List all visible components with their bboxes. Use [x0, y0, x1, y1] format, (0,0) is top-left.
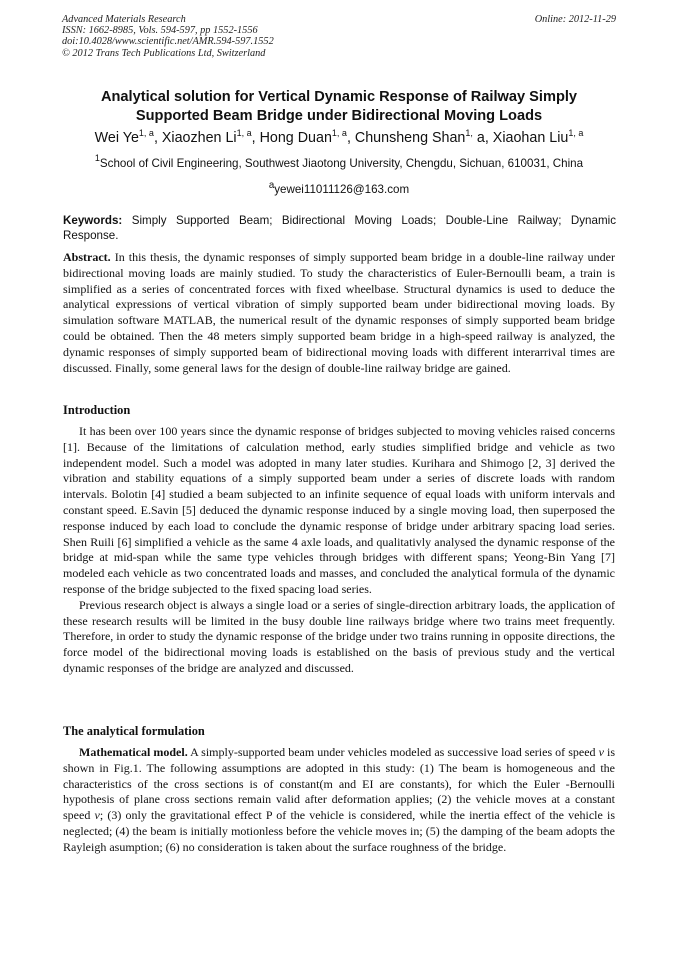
email-superscript: a — [268, 180, 275, 191]
model-label: Mathematical model. — [79, 745, 188, 759]
title-line-2: Supported Beam Bridge under Bidirectional Moving Loads — [135, 108, 543, 124]
affiliation-text: School of Civil Engineering, Southwest Jiaotong University, Chengdu, Sichuan, 610031, China — [99, 157, 584, 170]
journal-copyright: © 2012 Trans Tech Publications Ltd, Switzerland — [62, 47, 266, 59]
keywords-label: Keywords: — [63, 214, 123, 227]
section-heading-formulation: The analytical formulation — [63, 724, 205, 738]
author-name: Wei Ye — [94, 130, 139, 146]
section-heading-introduction: Introduction — [63, 403, 131, 417]
author-name: Chunsheng Shan — [354, 130, 466, 146]
author-superscript: 1, a — [568, 128, 584, 138]
online-date: Online: 2012-11-29 — [534, 14, 616, 25]
email-address[interactable]: yewei11011126@163.com — [274, 182, 410, 196]
abstract-label: Abstract. — [63, 250, 111, 264]
abstract-text: In this thesis, the dynamic responses of simply supported beam bridge in a double-line railway under bidirectional moving loads are mainly studied. To study the characteristics of Euler-Bernoulli beam, a train is simplified as a series of concentrated forces with fixed wheelbase. Structural dynamics is used to deduce the analytical expressions of vertical vibration of simply supported beam under bidirectional moving loads. By simulation software MATLAB, the numerical result of the dynamic responses of simply supported beam bridge could be obtained. Then the 48 meters simply supported beam bridge in a high-speed railway is analyzed, the dynamic responses of simply supported beam of bidirectional moving loads with different interarrival times are discussed. Finally, some general laws for the design of double-line railway bridge are gained. — [63, 250, 615, 375]
model-paragraph — [63, 745, 615, 856]
author-superscript: 1, a — [331, 128, 347, 138]
model-section — [63, 745, 615, 856]
journal-header — [62, 14, 616, 59]
model-text-1: A simply-supported beam under vehicles modeled as successive load series of speed — [187, 745, 599, 759]
author-superscript: 1, — [465, 128, 473, 138]
author-superscript: 1, a — [138, 128, 154, 138]
author-name: Xiaohan Liu — [492, 130, 569, 146]
speed-symbol: v — [598, 745, 604, 759]
paper-title — [50, 88, 628, 126]
title-line-1: Analytical solution for Vertical Dynamic Response of Railway Simply — [100, 89, 578, 105]
intro-paragraph-2: Previous research object is always a single load or a series of single-direction arbitrary loads, the application of these research results will be limited in the busy double line railways bridge where two trains meet frequently. Therefore, in order to study the dynamic response of the bridge under two trains running in opposite directions, the force model of the bidirectional moving loads is established on the basis of previous study and the vertical dynamic responses of the bridge are analyzed and discussed. — [63, 597, 615, 675]
abstract — [63, 250, 615, 376]
author-superscript: 1, a — [236, 128, 252, 138]
journal-doi: doi:10.4028/www.scientific.net/AMR.594-597.1552 — [62, 36, 274, 48]
intro-paragraph-1: It has been over 100 years since the dynamic response of bridges subjected to moving vehicles raised concerns [1]. Because of the limitations of calculation method, early studies simplified bridge and vehicle as two independent model. Such a model was adopted in many later studies. Kurihara and Shimogo [2, 3] derived the vibration and stability equations of a simply supported beam under a series of discrete loads with random intervals. Bolotin [4] studied a beam subjected to an infinite sequence of equal loads with uniform intervals and constant speed. E.Savin [5] deduced the dynamic response induced by a single moving load, then superposed the response induced by each load to conclude the dynamic response of bridge under arbitrary spacing load series. Shen Ruili [6] simplified a vehicle as the same 4 axle loads, and qualitativly analysed the dynamic response of the bridge at mid-span while the same type vehicles through bridges with different spans; Yeong-Bin Yang [7] modeled each vehicle as two concentrated loads and masses, and concluded the analytical formula of the dynamic response of the bridge subjected to the fixed spacing load series. — [63, 424, 615, 596]
speed-symbol: v — [94, 808, 100, 823]
journal-issn: ISSN: 1662-8985, Vols. 594-597, pp 1552-1556 — [62, 25, 258, 37]
author-name: Xiaozhen Li — [161, 130, 237, 146]
journal-name: Advanced Materials Research — [62, 14, 186, 25]
affiliation — [40, 153, 638, 172]
keywords — [63, 213, 616, 243]
keywords-text: Simply Supported Beam; Bidirectional Moving Loads; Double-Line Railway; Dynamic Response. — [63, 214, 616, 242]
author-superscript-tail: a — [472, 130, 485, 146]
author-email — [40, 178, 638, 198]
model-text-2: is shown in Fig.1. The following assumptions are adopted in this study: (1) The beam is homogeneous and the characteristics of the cross sections is of constant(m and EI are constants), for which the Euler -Bernoulli hypothesis of plane cross sections remain valid after deformation applies; (2) the vehicle moves at a constant speed — [63, 745, 615, 823]
author-list: Wei Ye$^{1, a}$, Xiaozhen Li$^{1, a}$, Hong Duan$^{1, a}$, Chunsheng Shan$^{1,}$ a, Xiaohan Liu$^{1, a}$ — [94, 128, 584, 146]
introduction-section — [63, 424, 615, 677]
model-text-3: ; (3) only the gravitational effect P of the vehicle is considered, while the inertia effect of the vehicle is neglected; (4) the beam is initially motionless before the vehicle moves in; (5) the damping of the beam adopts the Rayleigh asumption; (6) no consideration is taken about the surface roughness of the bridge. — [63, 808, 615, 854]
author-name: Hong Duan — [259, 130, 332, 146]
affiliation-superscript: 1 — [94, 153, 100, 163]
